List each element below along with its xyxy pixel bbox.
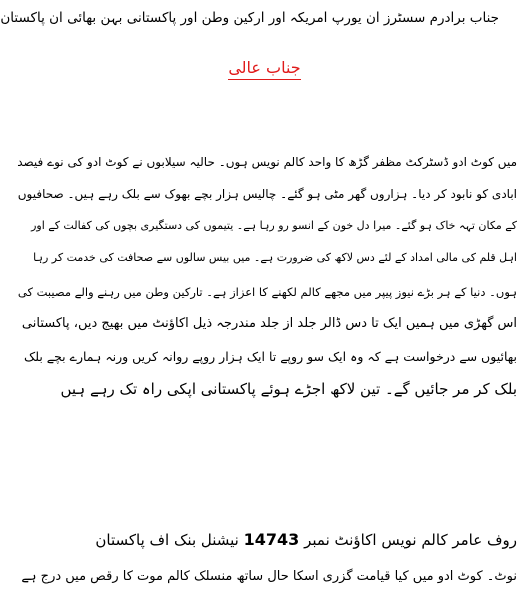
salutation xyxy=(0,56,529,80)
body-line: بھائیوں سے درخواست ہے کہ وہ ایک سو روپے تا ایک ہزار روپے روانہ کریں ورنہ ہمارے بچے بلک xyxy=(24,349,517,364)
body-line: ابادی کو نابود کر دیا۔ ہزاروں گھر مٹی ہو گئے۔ چالیس ہزار بچے بھوک سے بلک رہے ہیں۔ صحافیوں xyxy=(17,187,517,201)
body-line: بلک کر مر جائیں گے۔ تین لاکھ اجڑے ہوئے پاکستانی اپکی راہ تک رہے ہیں xyxy=(60,380,517,398)
account-holder-name: روف عامر کالم نویس xyxy=(381,531,517,549)
salutation-text: جناب عالی xyxy=(228,57,300,80)
footnote: نوٹ۔ کوٹ ادو میں کیا قیامت گزری اسکا حال ساتھ منسلک کالم موت کا رقص میں درج ہے xyxy=(21,569,517,584)
bank-name: نیشنل بنک اف پاکستان xyxy=(95,531,239,549)
body-line: ہوں۔ دنیا کے ہر بڑے نیوز پیپر میں مجھے کالم لکھنے کا اعزاز ہے۔ تارکین وطن میں رہنے والے مصیبت کی xyxy=(17,285,517,299)
body-line: میں کوٹ ادو ڈسٹرکٹ مظفر گڑھ کا واحد کالم نویس ہوں۔ حالیہ سیلابوں نے کوٹ ادو کی نوے فیصد xyxy=(17,155,517,169)
account-number: 14743 xyxy=(243,530,300,549)
body-line: اہل قلم کی مالی امداد کے لئے دس لاکھ کی ضرورت ہے۔ میں بیس سالوں سے صحافت کی خدمت کر رہا xyxy=(33,251,517,264)
header-address-line: جناب برادرم سسٹرز ان یورپ امریکہ اور ارکین وطن اور پاکستانی بہن بھائی ان پاکستان xyxy=(0,10,499,26)
account-details-line xyxy=(95,528,517,552)
body-line: اس گھڑی میں ہمیں ایک تا دس ڈالر جلد از جلد مندرجہ ذیل اکاؤنٹ میں بھیج دیں، پاکستانی xyxy=(21,316,517,331)
body-line: کے مکان تہہ خاک ہو گئے۔ میرا دل خون کے انسو رو رہا ہے۔ یتیموں کی دستگیری بچوں کی کفالت کے اور xyxy=(31,219,517,232)
account-number-label: اکاؤنٹ نمبر xyxy=(304,531,377,549)
